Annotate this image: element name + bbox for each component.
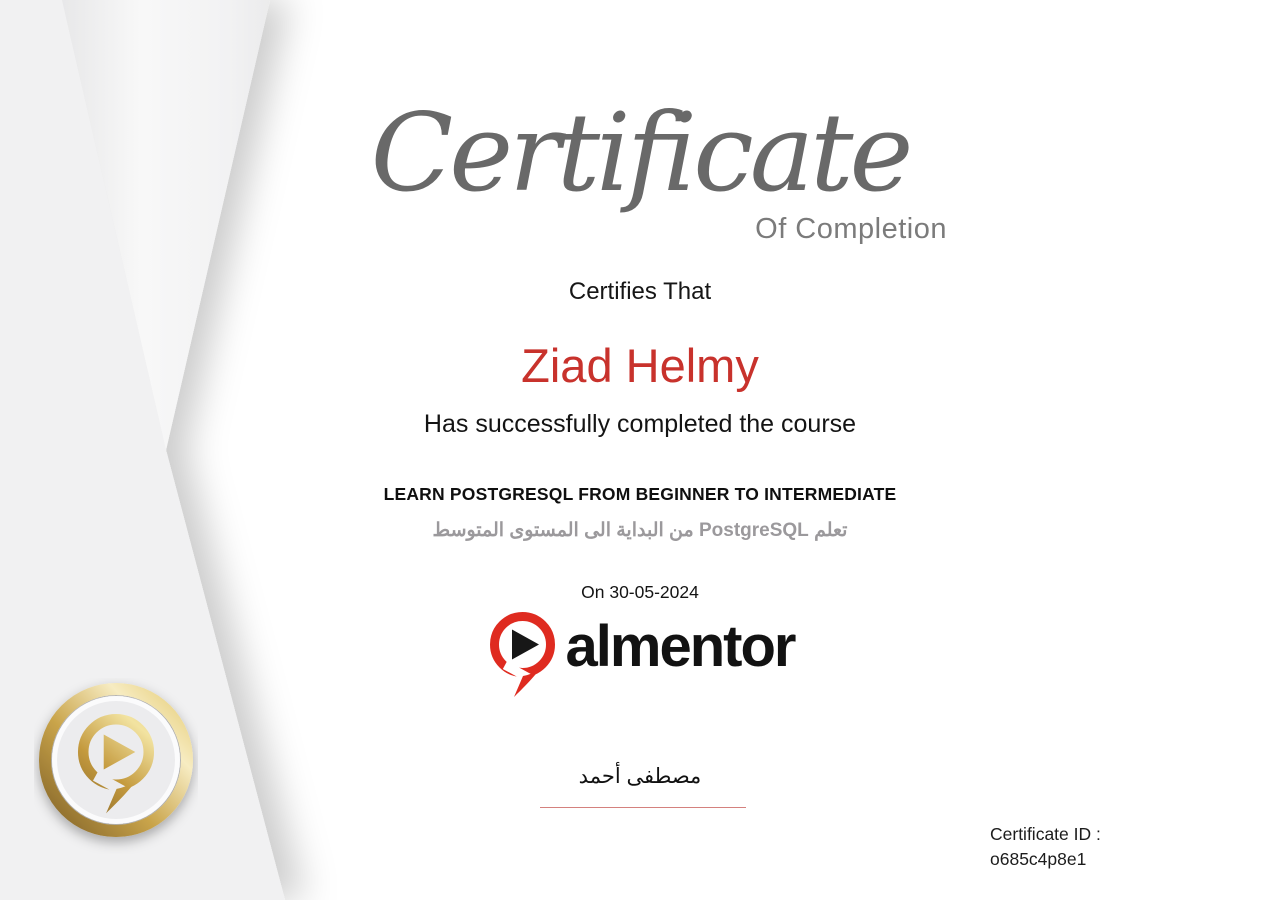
signature-name: مصطفى أحمد [578, 765, 702, 788]
certificate-id-block [990, 822, 1101, 871]
almentor-play-speech-bubble-icon [486, 612, 560, 704]
almentor-wordmark: almentor [565, 614, 795, 679]
completion-statement: Has successfully completed the course [423, 410, 857, 438]
certificate-subtitle: Of Completion [755, 213, 947, 245]
certificate-id-label: Certificate ID : [990, 824, 1101, 844]
certifies-that-label: Certifies That [568, 278, 712, 305]
signature-line [540, 807, 746, 808]
completion-date: On 30-05-2024 [581, 582, 699, 602]
course-title-english: LEARN POSTGRESQL FROM BEGINNER TO INTERMEDIATE [383, 484, 897, 504]
course-title-arabic: تعلم PostgreSQL من البداية الى المستوى المتوسط [432, 520, 848, 541]
recipient-name: Ziad Helmy [521, 339, 759, 392]
certificate-id-value: o685c4p8e1 [990, 848, 1087, 869]
gold-almentor-seal-icon [34, 678, 198, 854]
certificate-script-title: Certificate [370, 91, 910, 216]
